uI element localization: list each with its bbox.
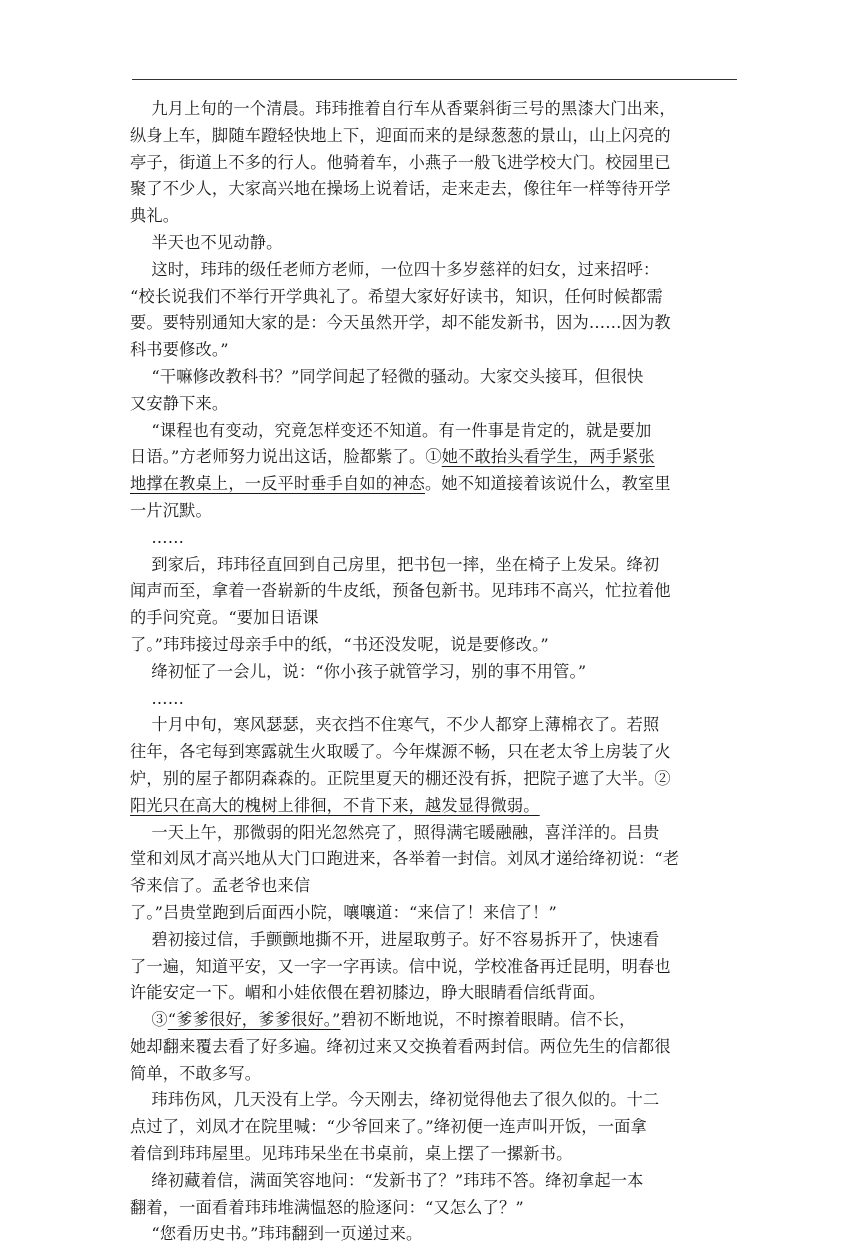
text-segment: 。她不知道接着该说什么，教室里	[424, 474, 671, 494]
text-line	[130, 418, 742, 445]
text-segment: 碧初不断地说，不时擦着眼睛。信不长，	[340, 1010, 636, 1030]
text-line	[130, 337, 742, 364]
text-segment: 了。”玮玮接过母亲手中的纸，“书还没发呢，说是要修改。”	[130, 634, 549, 654]
text-segment: 要。要特别通知大家的是：今天虽然开学，却不能发新书，因为……因为教	[130, 313, 671, 333]
text-line	[130, 552, 742, 579]
text-segment: 十月中旬，寒风瑟瑟，夹衣挡不住寒气，不少人都穿上薄棉衣了。若照	[130, 715, 660, 735]
text-line	[130, 1061, 742, 1088]
text-segment: 闻声而至，拿着一沓崭新的牛皮纸，预备包新书。见玮玮不高兴，忙拉着他	[130, 581, 671, 601]
text-line	[130, 980, 742, 1007]
text-segment: 翻着，一面看着玮玮堆满愠怒的脸逐问：“又怎么了？”	[130, 1197, 524, 1217]
text-line	[130, 1221, 742, 1248]
text-segment: 纵身上车，脚随车蹬轻快地上下，迎面而来的是绿葱葱的景山，山上闪亮的	[130, 125, 671, 145]
text-line	[130, 739, 742, 766]
text-line	[130, 176, 742, 203]
text-segment: 到家后，玮玮径直回到自己房里，把书包一摔，坐在椅子上发呆。绛初	[130, 554, 660, 574]
text-segment: “您看历史书。”玮玮翻到一页递过来。	[130, 1224, 423, 1244]
text-line	[130, 1141, 742, 1168]
text-segment: 绛初怔了一会儿，说：“你小孩子就管学习，别的事不用管。”	[130, 661, 587, 681]
text-line	[130, 498, 742, 525]
text-segment: 典礼。	[130, 206, 180, 226]
text-line	[130, 766, 742, 793]
text-segment: “干嘛修改教科书？”同学间起了轻微的骚动。大家交头接耳，但很快	[130, 366, 644, 386]
text-line	[130, 203, 742, 230]
text-line	[130, 846, 742, 873]
underlined-text: “爹爹很好，爹爹很好。”	[167, 1010, 341, 1030]
text-line	[130, 1168, 742, 1195]
text-line	[130, 632, 742, 659]
text-line	[130, 444, 742, 471]
text-line	[130, 686, 742, 713]
text-line	[130, 659, 742, 686]
underlined-text: 阳光只在高大的槐树上徘徊，不肯下来，越发显得微弱。	[130, 795, 540, 815]
text-segment: 亭子，街道上不多的行人。他骑着车，小燕子一般飞进学校大门。校园里已	[130, 152, 671, 172]
text-line	[130, 284, 742, 311]
text-line	[130, 712, 742, 739]
text-segment: 半天也不见动静。	[130, 232, 283, 252]
underlined-text: 地撑在教桌上，一反平时垂手自如的神态	[130, 474, 425, 494]
text-line	[130, 230, 742, 257]
text-segment: ……	[130, 688, 185, 708]
text-line	[130, 471, 742, 498]
text-line	[130, 150, 742, 177]
text-segment: 点过了，刘凤才在院里喊：“少爷回来了。”绛初便一连声叫开饭，一面拿	[130, 1117, 647, 1137]
text-line	[130, 900, 742, 927]
text-line	[130, 820, 742, 847]
text-segment: 碧初接过信，手颤颤地撕不开，进屋取剪子。好不容易拆开了，快速看	[130, 929, 660, 949]
text-line	[130, 793, 742, 820]
text-line	[130, 873, 742, 900]
text-line	[130, 1034, 742, 1061]
text-line	[130, 954, 742, 981]
article-body	[130, 96, 742, 1248]
text-line	[130, 364, 742, 391]
text-line	[130, 1195, 742, 1222]
text-segment: “课程也有变动，究竟怎样变还不知道。有一件事是肯定的，就是要加	[130, 420, 652, 440]
text-line	[130, 391, 742, 418]
text-segment: 简单，不敢多写。	[130, 1063, 262, 1083]
text-line	[130, 1007, 742, 1034]
text-segment: 了。”吕贵堂跑到后面西小院，嚷嚷道：“来信了！来信了！”	[130, 902, 558, 922]
text-segment: 绛初藏着信，满面笑容地问：“发新书了？”玮玮不答。绛初拿起一本	[130, 1170, 644, 1190]
text-segment: 她却翻来覆去看了好多遍。绛初过来又交换着看两封信。两位先生的信都很	[130, 1036, 671, 1056]
text-segment: ③	[130, 1010, 168, 1030]
text-segment: 炉，别的屋子都阴森森的。正院里夏天的棚还没有拆，把院子遮了大半。②	[130, 768, 671, 788]
text-segment: 日语。”方老师努力说出这话，脸都紫了。①	[130, 447, 442, 467]
text-segment: 九月上旬的一个清晨。玮玮推着自行车从香粟斜街三号的黑漆大门出来，	[130, 99, 676, 118]
text-segment: 堂和刘凤才高兴地从大门口跑进来，各举着一封信。刘凤才递给绛初说：“老	[130, 849, 680, 869]
text-segment: 往年，各宅每到寒露就生火取暖了。今年煤源不畅，只在老太爷上房装了火	[130, 742, 671, 762]
text-segment: 了一遍，知道平安，又一字一字再读。信中说，学校准备再迁昆明，明春也	[130, 956, 671, 976]
text-line	[130, 927, 742, 954]
header-rule	[132, 79, 737, 80]
text-segment: 聚了不少人，大家高兴地在操场上说着话，走来走去，像往年一样等待开学	[130, 179, 671, 199]
text-line	[130, 578, 742, 605]
text-segment: 一天上午，那微弱的阳光忽然亮了，照得满宅暖融融，喜洋洋的。吕贵	[130, 822, 660, 842]
text-segment: 着信到玮玮屋里。见玮玮呆坐在书桌前，桌上摆了一摞新书。	[130, 1144, 573, 1164]
text-line	[130, 605, 742, 632]
text-segment: 的手问究竟。“要加日语课	[130, 608, 319, 628]
text-segment: 玮玮伤风，几天没有上学。今天刚去，绛初觉得他去了很久似的。十二	[130, 1090, 660, 1110]
text-line	[130, 123, 742, 150]
text-segment: 许能安定一下。嵋和小娃依偎在碧初膝边，睁大眼睛看信纸背面。	[130, 983, 606, 1003]
text-line	[130, 257, 742, 284]
text-line	[130, 96, 742, 123]
text-segment: 一片沉默。	[130, 500, 212, 520]
underlined-text: 她不敢抬头看学生，两手紧张	[441, 447, 655, 467]
text-line	[130, 310, 742, 337]
text-line	[130, 525, 742, 552]
text-segment: 又安静下来。	[130, 393, 229, 413]
text-line	[130, 1114, 742, 1141]
text-segment: 科书要修改。”	[130, 340, 229, 360]
text-segment: “校长说我们不举行开学典礼了。希望大家好好读书，知识，任何时候都需	[130, 286, 663, 306]
text-segment: 这时，玮玮的级任老师方老师，一位四十多岁慈祥的妇女，过来招呼：	[130, 259, 660, 279]
text-segment: 爷来信了。孟老爷也来信	[130, 876, 311, 896]
text-line	[130, 1087, 742, 1114]
text-segment: ……	[130, 527, 185, 547]
